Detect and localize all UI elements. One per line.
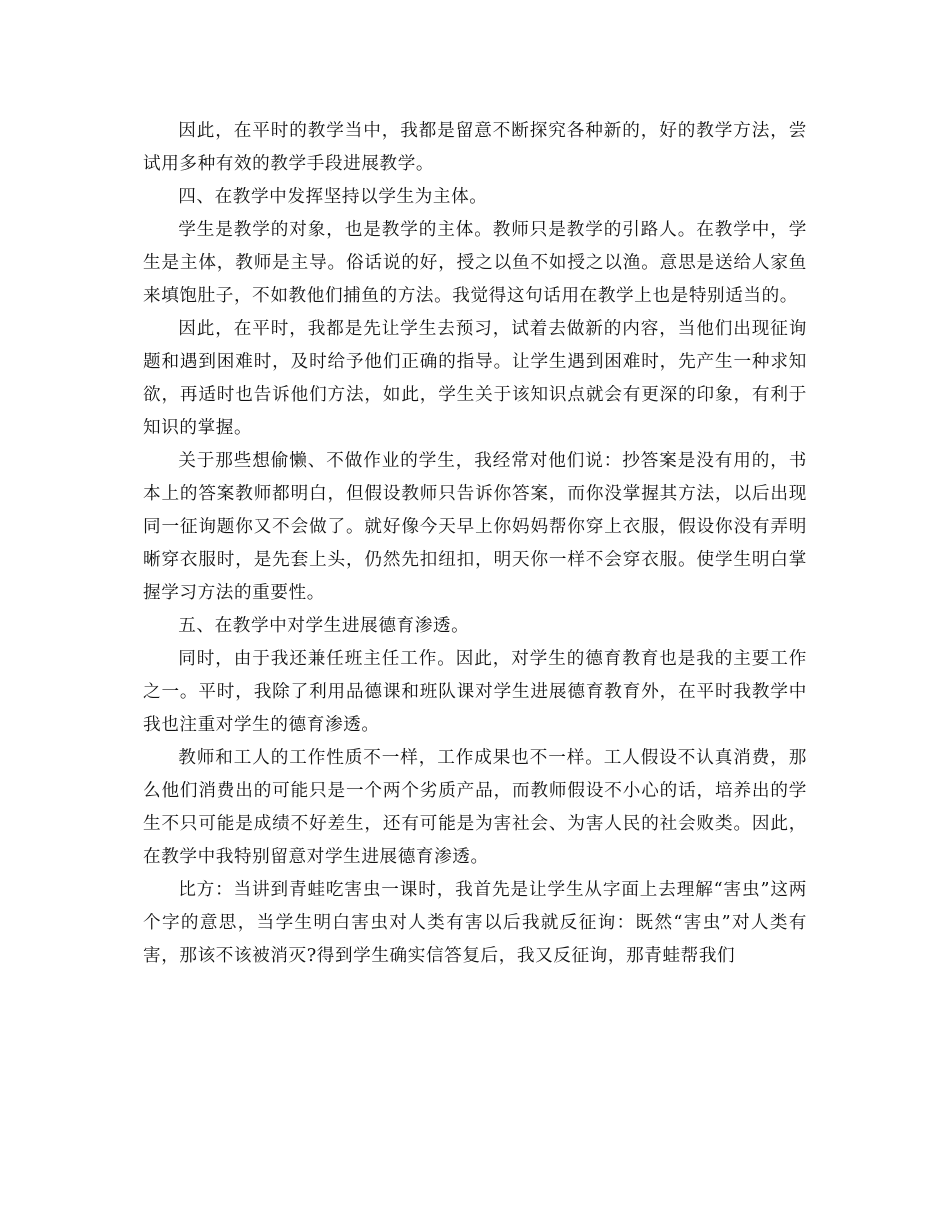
paragraph-class-teacher: 同时，由于我还兼任班主任工作。因此，对学生的德育教育也是我的主要工作之一。平时，我除了利用品德课和班队课对学生进展德育教育外，在平时我教学中我也注重对学生的德育渗透。: [143, 649, 807, 735]
document-body: [143, 115, 807, 973]
heading-moral-education: 五、在教学中对学生进展德育渗透。: [178, 616, 470, 636]
paragraph-teacher-vs-worker: 教师和工人的工作性质不一样，工作成果也不一样。工人假设不认真消费，那么他们消费出的可能只是一个两个劣质产品，而教师假设不小心的话，培养出的学生不只可能是成绩不好差生，还有可能是为害社会、为害人民的社会败类。因此，在教学中我特别留意对学生进展德育渗透。: [143, 748, 807, 867]
paragraph-frog-example: 比方：当讲到青蛙吃害虫一课时，我首先是让学生从字面上去理解“害虫”这两个字的意思，当学生明白害虫对人类有害以后我就反征询：既然“害虫”对人类有害，那该不该被消灭?得到学生确实信答复后，我又反征询，那青蛙帮我们: [143, 880, 807, 966]
heading-student-centered: 四、在教学中发挥坚持以学生为主体。: [178, 187, 488, 207]
paragraph-preview-guidance: 因此，在平时，我都是先让学生去预习，试着去做新的内容，当他们出现征询题和遇到困难时，及时给予他们正确的指导。让学生遇到困难时，先产生一种求知欲，再适时也告诉他们方法，如此，学生关于该知识点就会有更深的印象，有利于知识的掌握。: [143, 319, 807, 438]
paragraph-teaching-methods: 因此，在平时的教学当中，我都是留意不断探究各种新的，好的教学方法，尝试用多种有效的教学手段进展教学。: [143, 121, 807, 174]
paragraph-lazy-students: 关于那些想偷懒、不做作业的学生，我经常对他们说：抄答案是没有用的，书本上的答案教师都明白，但假设教师只告诉你答案，而你没掌握其方法，以后出现同一征询题你又不会做了。就好像今天早上你妈妈帮你穿上衣服，假设你没有弄明晰穿衣服时，是先套上头，仍然先扣纽扣，明天你一样不会穿衣服。使学生明白掌握学习方法的重要性。: [143, 451, 807, 603]
paragraph-student-subject: 学生是教学的对象，也是教学的主体。教师只是教学的引路人。在教学中，学生是主体，教师是主导。俗话说的好，授之以鱼不如授之以渔。意思是送给人家鱼来填饱肚子，不如教他们捕鱼的方法。我觉得这句话用在教学上也是特别适当的。: [143, 220, 807, 306]
